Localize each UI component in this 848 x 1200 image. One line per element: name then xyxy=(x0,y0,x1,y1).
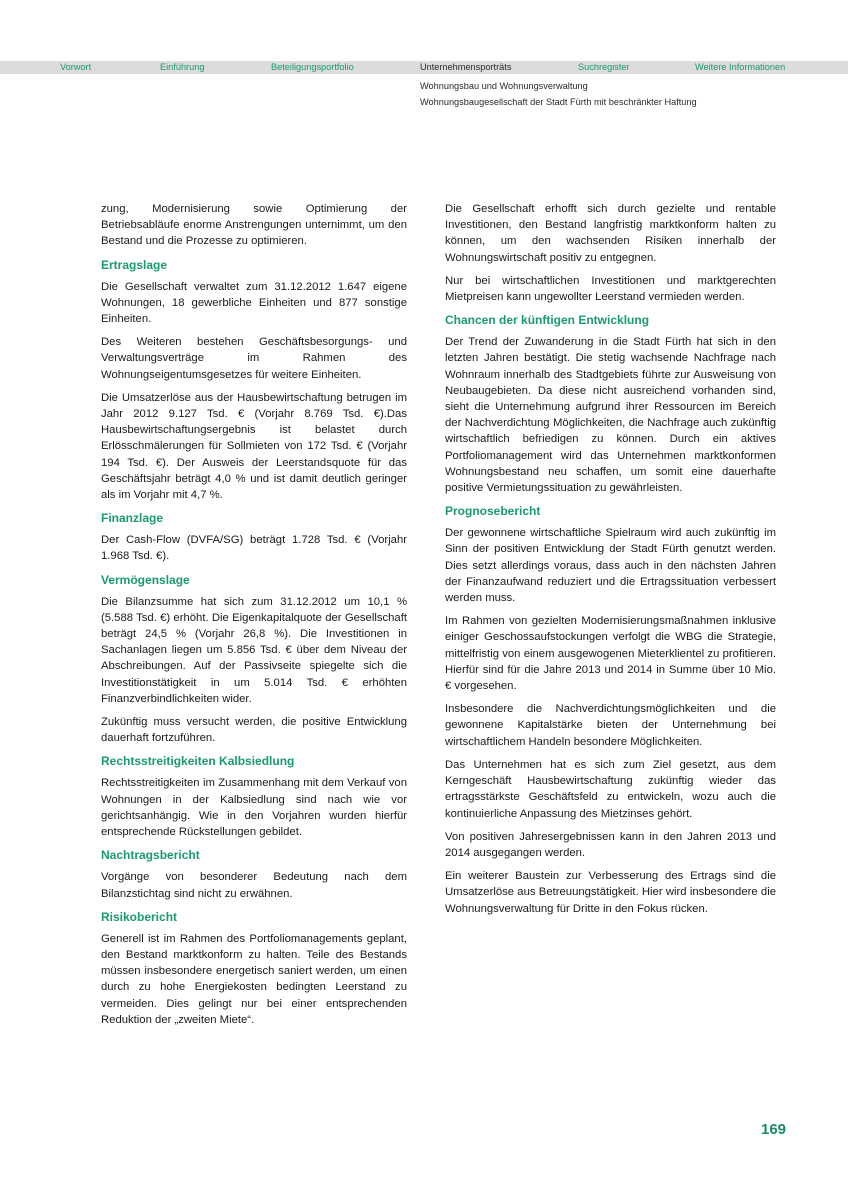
paragraph: Rechtsstreitigkeiten im Zusammenhang mit dem Verkauf von Wohnungen in der Kalbsiedlung sind nach wie vor gerichtsanhängig. Wie in den Vorjahren wurden hierfür entsprechende Rückstellungen gebildet. xyxy=(101,777,407,839)
nav-item-einfuehrung[interactable]: Einführung xyxy=(160,62,205,72)
paragraph: Die Gesellschaft erhofft sich durch gezielte und rentable Investitionen, den Bestand langfristig marktkonform halten zu können, um den wachsenden Risiken innerhalb der Wohnungswirtschaft positiv zu entgegnen. xyxy=(445,203,776,264)
paragraph: Der Cash-Flow (DVFA/SG) beträgt 1.728 Tsd. € (Vorjahr 1.968 Tsd. €). xyxy=(101,534,407,563)
heading-vermoegenslage: Vermögenslage xyxy=(101,572,190,587)
nav-item-suchregister[interactable]: Suchregister xyxy=(578,62,630,72)
heading-ertragslage: Ertragslage xyxy=(101,257,168,272)
right-column xyxy=(445,201,776,924)
nav-item-unternehmensportraets[interactable]: Unternehmensporträts xyxy=(420,62,512,72)
paragraph: Im Rahmen von gezielten Modernisierungsmaßnahmen inklusive einiger Geschossaufstockungen verfolgt die WBG die Strategie, mittelfristig von einem ausgewogenen Mieterklientel zu profitieren. Hierfür sind für die Jahre 2013 und 2014 in Summe über 10 Mio. € vorgesehen. xyxy=(445,615,776,693)
page-number: 169 xyxy=(761,1121,787,1138)
paragraph: Ein weiterer Baustein zur Verbesserung des Ertrags sind die Umsatzerlöse aus Betreuungstätigkeit. Hier wird insbesondere die Wohnungsverwaltung für Dritte in den Fokus rücken. xyxy=(445,870,776,915)
paragraph: Vorgänge von besonderer Bedeutung nach dem Bilanzstichtag sind nicht zu erwähnen. xyxy=(101,871,407,900)
heading-prognosebericht: Prognosebericht xyxy=(445,504,541,519)
paragraph: Von positiven Jahresergebnissen kann in den Jahren 2013 und 2014 ausgegangen werden. xyxy=(445,830,776,859)
heading-chancen: Chancen der künftigen Entwicklung xyxy=(445,313,650,328)
nav-item-weitere-informationen[interactable]: Weitere Informationen xyxy=(695,62,786,72)
nav-item-beteiligungsportfolio[interactable]: Beteiligungsportfolio xyxy=(271,62,354,72)
paragraph: Die Gesellschaft verwaltet zum 31.12.2012 1.647 eigene Wohnungen, 18 gewerbliche Einheiten und 877 sonstige Einheiten. xyxy=(101,280,407,326)
paragraph: Der Trend der Zuwanderung in die Stadt Fürth hat sich in den letzten Jahren bestätigt. Die stetig wachsende Nachfrage nach Wohnraum innerhalb des Stadtgebiets führte zur Ausweisung von Neubaugebieten. Da diese nicht ausreichend vorhanden sind, sieht die Unternehmung aufgrund ihrer Ressourcen im Bereich der Nachverdichtung Möglichkeiten, die Nachfrage auch zukünftig wirtschaftlich befriedigen zu können. Durch ein aktives Portfoliomanagement wird das Unternehmen marktkonformen Wohnungsbestand neu schaffen, um somit eine dauerhafte positive Vermietungssituation zu gewährleisten. xyxy=(445,336,776,495)
paragraph: Zukünftig muss versucht werden, die positive Entwicklung dauerhaft fortzuführen. xyxy=(101,716,407,745)
left-column xyxy=(101,201,407,1035)
intro-paragraph: zung, Modernisierung sowie Optimierung der Betriebsabläufe enorme Anstrengungen unternimmt, um den Bestand und die Prozesse zu optimieren. xyxy=(101,203,407,248)
heading-finanzlage: Finanzlage xyxy=(101,511,164,526)
paragraph: Das Unternehmen hat es sich zum Ziel gesetzt, aus dem Kerngeschäft Hausbewirtschaftung zukünftig wieder das ertragsstärkste Geschäftsfeld zu entwickeln, wozu auch die kontinuierliche Anpassung des Mietzinses gehört. xyxy=(445,758,776,820)
heading-risikobericht: Risikobericht xyxy=(101,909,178,924)
nav-item-vorwort[interactable]: Vorwort xyxy=(60,62,92,72)
company-name: Wohnungsbaugesellschaft der Stadt Fürth mit beschränkter Haftung xyxy=(420,97,697,107)
paragraph: Die Bilanzsumme hat sich zum 31.12.2012 um 10,1 % (5.588 Tsd. €) erhöht. Die Eigenkapitalquote der Gesellschaft beträgt 24,5 % (Vorjahr 26,8 %). Die Investitionen in Sachanlagen liegen um 5.856 Tsd. € über dem Niveau der Abschreibungen. Auf der Passivseite spiegelte sich die Investitionstätigkeit in um 5.014 Tsd. € erhöhten Finanzverbindlichkeiten wider. xyxy=(101,595,407,705)
heading-rechtsstreitigkeiten: Rechtsstreitigkeiten Kalbsiedlung xyxy=(101,754,295,769)
paragraph: Nur bei wirtschaftlichen Investitionen und marktgerechten Mietpreisen kann ungewollter Leerstand vermieden werden. xyxy=(445,274,776,304)
paragraph: Des Weiteren bestehen Geschäftsbesorgungs- und Verwaltungsverträge im Rahmen des Wohnungseigentumsgesetzes für weitere Einheiten. xyxy=(101,336,407,381)
section-category: Wohnungsbau und Wohnungsverwaltung xyxy=(420,81,588,91)
paragraph: Die Umsatzerlöse aus der Hausbewirtschaftung betrugen im Jahr 2012 9.127 Tsd. € (Vorjahr 8.769 Tsd. €).Das Hausbewirtschaftungsergebnis ist belastet durch Erlösschmälerungen für Sollmieten von 172 Tsd. € (Vorjahr 194 Tsd. €). Der Ausweis der Leerstandsquote für das Geschäftsjahr beträgt 4,0 % und ist damit deutlich geringer als im Vorjahr mit 4,7 %. xyxy=(101,391,407,502)
paragraph: Der gewonnene wirtschaftliche Spielraum wird auch zukünftig im Sinn der positiven Entwicklung der Stadt Fürth genutzt werden. Dies setzt allerdings voraus, dass auch in den nächsten Jahren der Finanzaufwand reduziert und die Ertragssituation verbessert werden muss. xyxy=(445,527,776,605)
top-navigation-bar xyxy=(0,61,848,74)
paragraph: Generell ist im Rahmen des Portfoliomanagements geplant, den Bestand marktkonform zu halten. Teile des Bestands müssen insbesondere energetisch saniert werden, um einen durch zu hohe Energiekosten bedingten Leerstand zu vermeiden. Dies gelingt nur bei einer entsprechenden Reduktion der „zweiten Miete“. xyxy=(101,932,407,1026)
heading-nachtragsbericht: Nachtragsbericht xyxy=(101,848,200,863)
paragraph: Insbesondere die Nachverdichtungsmöglichkeiten und die gewonnene Kapitalstärke bieten der Unternehmung bei wirtschaftlichem Handeln besondere Möglichkeiten. xyxy=(445,703,776,748)
